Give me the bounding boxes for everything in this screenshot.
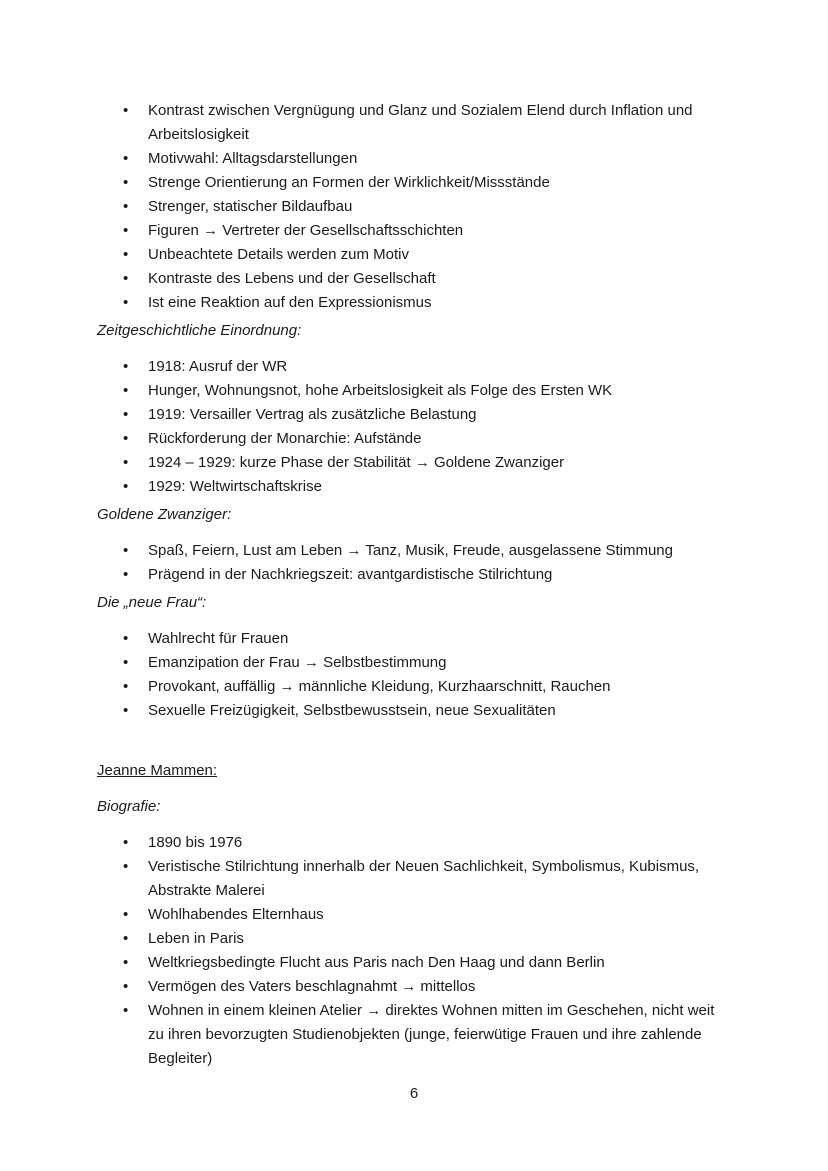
list-item: • Weltkriegsbedingte Flucht aus Paris nach Den Haag und dann Berlin [148, 951, 720, 975]
section-heading: Zeitgeschichtliche Einordnung: [97, 322, 302, 339]
section-heading: Die „neue Frau“: [97, 594, 207, 611]
list-item: • Kontrast zwischen Vergnügung und Glanz und Sozialem Elend durch Inflation und Arbeitslosigkeit [148, 99, 720, 147]
bullet-list [97, 539, 720, 587]
list-item: • 1929: Weltwirtschaftskrise [148, 475, 720, 499]
list-item: • Emanzipation der Frau → Selbstbestimmung [148, 651, 720, 675]
list-item: • Strenge Orientierung an Formen der Wirklichkeit/Missstände [148, 171, 720, 195]
bullet-list [97, 831, 720, 1071]
list-item: • Strenger, statischer Bildaufbau [148, 195, 720, 219]
list-item: • Rückforderung der Monarchie: Aufstände [148, 427, 720, 451]
list-item: • Unbeachtete Details werden zum Motiv [148, 243, 720, 267]
bullet-list [97, 355, 720, 499]
list-item: • Leben in Paris [148, 927, 720, 951]
list-item: • Veristische Stilrichtung innerhalb der Neuen Sachlichkeit, Symbolismus, Kubismus, Abstrakte Malerei [148, 855, 720, 903]
document-content [97, 99, 720, 1071]
list-item: • Provokant, auffällig → männliche Kleidung, Kurzhaarschnitt, Rauchen [148, 675, 720, 699]
page-number: 6 [409, 1085, 419, 1102]
list-item: • Figuren → Vertreter der Gesellschaftsschichten [148, 219, 720, 243]
section-heading: Goldene Zwanziger: [97, 506, 232, 523]
list-item: • Wahlrecht für Frauen [148, 627, 720, 651]
list-item: • Prägend in der Nachkriegszeit: avantgardistische Stilrichtung [148, 563, 720, 587]
list-item: • 1918: Ausruf der WR [148, 355, 720, 379]
list-item: • Kontraste des Lebens und der Gesellschaft [148, 267, 720, 291]
list-item: • Spaß, Feiern, Lust am Leben → Tanz, Musik, Freude, ausgelassene Stimmung [148, 539, 720, 563]
list-item: • 1919: Versailler Vertrag als zusätzliche Belastung [148, 403, 720, 427]
list-item: • Vermögen des Vaters beschlagnahmt → mittellos [148, 975, 720, 999]
list-item: • Wohnen in einem kleinen Atelier → direktes Wohnen mitten im Geschehen, nicht weit zu ihren bevorzugten Studienobjekten (junge, feierwütige Frauen und ihre zahlende Begleiter) [148, 999, 720, 1071]
list-item: • Ist eine Reaktion auf den Expressionismus [148, 291, 720, 315]
bullet-list [97, 99, 720, 315]
section-heading: Biografie: [97, 798, 161, 815]
list-item: • Wohlhabendes Elternhaus [148, 903, 720, 927]
list-item: • 1924 – 1929: kurze Phase der Stabilität → Goldene Zwanziger [148, 451, 720, 475]
list-item: • Motivwahl: Alltagsdarstellungen [148, 147, 720, 171]
list-item: • Hunger, Wohnungsnot, hohe Arbeitslosigkeit als Folge des Ersten WK [148, 379, 720, 403]
section-heading: Jeanne Mammen: [97, 762, 218, 779]
list-item: • 1890 bis 1976 [148, 831, 720, 855]
bullet-list [97, 627, 720, 723]
list-item: • Sexuelle Freizügigkeit, Selbstbewusstsein, neue Sexualitäten [148, 699, 720, 723]
